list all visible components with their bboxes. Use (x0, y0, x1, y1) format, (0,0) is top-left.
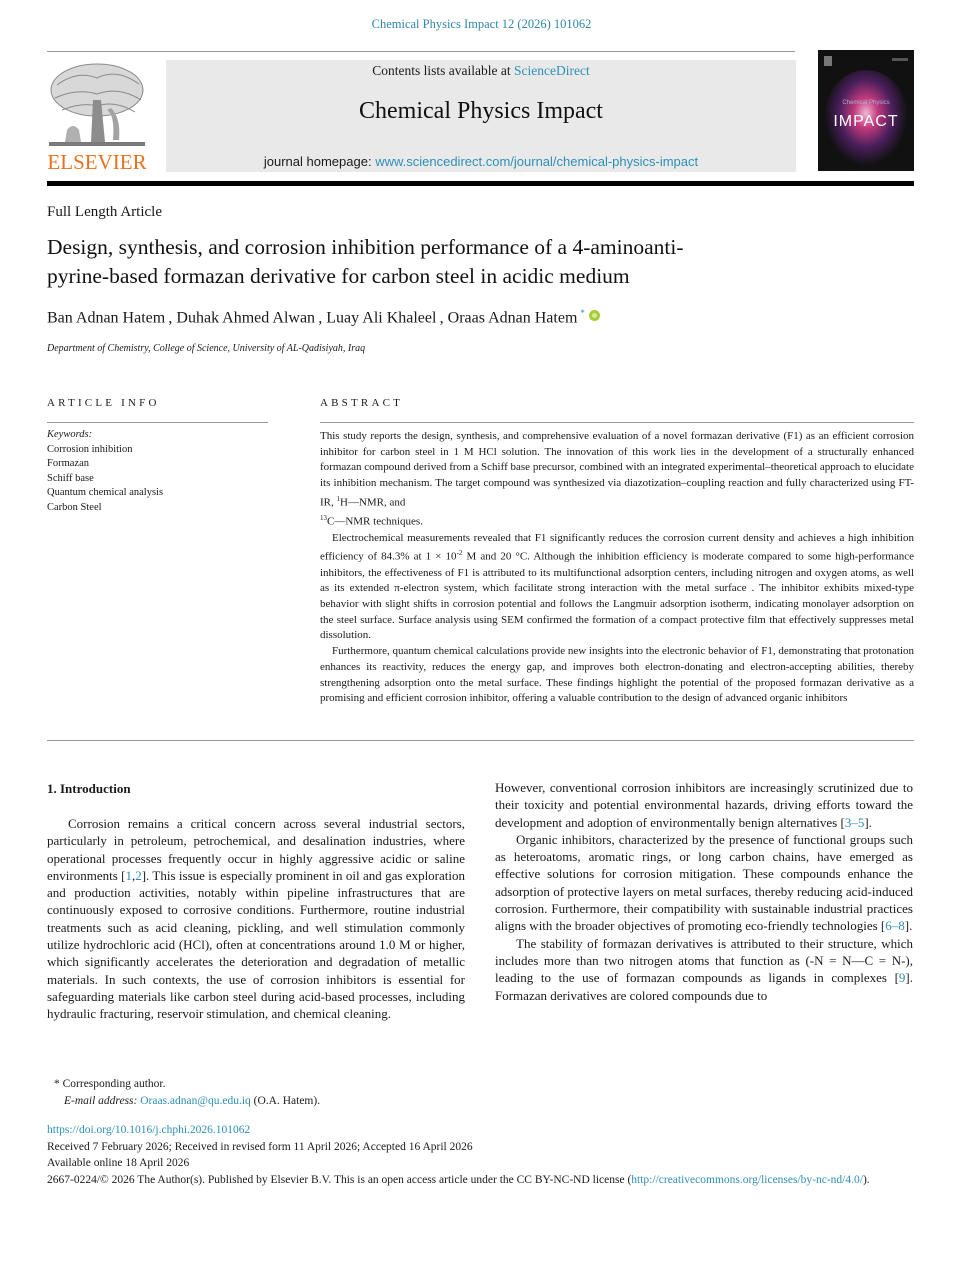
citation-link[interactable]: 9 (898, 970, 906, 986)
cover-subtitle: Chemical Physics (842, 100, 890, 106)
doi-link[interactable]: https://doi.org/10.1016/j.chphi.2026.101062 (47, 1124, 251, 1136)
email-link[interactable]: Oraas.adnan@qu.edu.iq (140, 1094, 251, 1107)
header-top-rule (47, 51, 795, 52)
email-line: E-mail address: Oraas.adnan@qu.edu.iq (O.A. Hatem). (64, 1094, 321, 1107)
section-heading-introduction: 1. Introduction (47, 781, 131, 796)
orcid-icon[interactable] (589, 310, 600, 321)
corresponding-author-mark[interactable]: * (580, 308, 585, 318)
body-column-right (495, 779, 913, 1004)
body-column-left (47, 815, 465, 1023)
article-history: Received 7 February 2026; Received in revised form 11 April 2026; Accepted 16 April 2026 (47, 1140, 473, 1153)
header-thick-rule (47, 181, 914, 186)
journal-homepage: journal homepage: www.sciencedirect.com/journal/chemical-physics-impact (263, 154, 699, 169)
footnotes (54, 1076, 320, 1109)
article-metadata (47, 1122, 917, 1188)
cover-issn-mark (892, 58, 908, 61)
affiliation: Department of Chemistry, College of Science, University of AL-Qadisiyah, Iraq (47, 343, 366, 354)
available-online: Available online 18 April 2026 (47, 1157, 190, 1169)
elsevier-logo[interactable] (43, 60, 151, 176)
cover-title: IMPACT (833, 113, 899, 130)
abstract-rule (320, 422, 914, 423)
article-type: Full Length Article (47, 204, 162, 220)
abstract-end-rule (47, 740, 914, 741)
keyword-item: Corrosion inhibition (47, 443, 133, 455)
journal-homepage-link[interactable]: www.sciencedirect.com/journal/chemical-physics-impact (375, 154, 699, 169)
author-name[interactable]: Luay Ali Khaleel (326, 309, 437, 327)
body-paragraph: The stability of formazan derivatives is attributed to their structure, which includes more than two nitrogen atoms that function as (-N = N—C = N-), leading to the use of formazan compounds as ligands in complexes [9]. Formazan derivatives are colored compounds due to (495, 935, 913, 1003)
article-info-heading: ARTICLE INFO (47, 397, 160, 409)
abstract-heading: ABSTRACT (320, 397, 404, 409)
citation-link[interactable]: 6–8 (885, 918, 905, 934)
journal-banner (166, 60, 796, 172)
cover-publisher-mark (824, 56, 832, 66)
citation-link[interactable]: 1 (125, 867, 132, 883)
abstract-body (320, 429, 914, 707)
keywords-label: Keywords: (47, 429, 93, 440)
author-name[interactable]: Oraas Adnan Hatem (447, 309, 578, 327)
journal-title: Chemical Physics Impact (359, 98, 603, 124)
keyword-item: Formazan (47, 458, 89, 470)
license-line: 2667-0224/© 2026 The Author(s). Published by Elsevier B.V. This is an open access article under the CC BY-NC-ND license (http://creativecommons.org/licenses/by-nc-nd/4.0/). (47, 1173, 870, 1186)
citation-link[interactable]: 2 (135, 867, 142, 883)
elsevier-tree-icon (47, 60, 147, 148)
contents-line: Contents lists available at ScienceDirect (372, 63, 590, 78)
license-link[interactable]: http://creativecommons.org/licenses/by-nc-nd/4.0/ (631, 1173, 863, 1186)
author-name[interactable]: Ban Adnan Hatem (47, 309, 166, 327)
journal-cover-image[interactable] (818, 50, 914, 171)
article-info-rule (47, 422, 268, 423)
corresponding-author-note: * Corresponding author. (54, 1078, 166, 1090)
author-name[interactable]: Duhak Ahmed Alwan (176, 309, 316, 327)
running-head: Chemical Physics Impact 12 (2026) 101062 (371, 17, 592, 31)
abstract-paragraph: Electrochemical measurements revealed that F1 significantly reduces the corrosion current density and achieves a high inhibition efficiency of 84.3% at $1 \times 10^{-2}$ M and 20 °C. Although the inhibition efficiency is moderate compared to some high-performance inhibitors, the effectiveness of F1 is attributed to its multifunctional adsorption centers, including nitrogen and oxygen atoms, as well as its extended π-electron system, which facilitate strong interaction with the metal surface . The inhibitor exhibits mixed-type behavior with slight shifts in corrosion potential and follows the Langmuir adsorption isotherm, indicating monolayer adsorption on the steel surface. Surface analysis using SEM confirmed the formation of a compact protective film that effectively suppresses metal dissolution. (320, 531, 914, 642)
abstract-paragraph: Furthermore, quantum chemical calculations provide new insights into the electronic behavior of F1, demonstrating that protonation enhances its reactivity, reduces the energy gap, and improves both electron-donating and electron-accepting abilities, thereby strengthening adsorption onto the metal surface. These findings highlight the potential of the proposed formazan derivative as a promising and efficient corrosion inhibitor, offering a valuable contribution to the design of advanced organic inhibitors (320, 645, 914, 705)
body-paragraph: However, conventional corrosion inhibitors are increasingly scrutinized due to their toxicity and potential environmental hazards, driving efforts toward the development and adoption of environmentally benign alternatives [3–5]. (495, 780, 913, 830)
sciencedirect-link[interactable]: ScienceDirect (514, 63, 590, 78)
body-paragraph: Corrosion remains a critical concern across several industrial sectors, particularly in petroleum, petrochemical, and desalination industries, where operational processes frequently occur in highly aggressive acidic or saline environments [1,2]. This issue is especially prominent in oil and gas exploration and production activities, notably within pipeline infrastructures that are continuously exposed to corrosive conditions. Furthermore, routine industrial treatments such as acid cleaning, pickling, and well stimulation commonly utilize hydrochloric acid (HCl), often at concentrations around 1.0 M or higher, which significantly accelerates the deterioration and degradation of metallic materials. In such contexts, the use of corrosion inhibitors is essential for safeguarding materials like carbon steel during acid-based processes, including hydraulic fracturing, reservoir stimulation, and chemical cleaning. (47, 816, 466, 1022)
citation-link[interactable]: 3–5 (844, 814, 865, 830)
keywords-list (47, 428, 163, 516)
keyword-item: Schiff base (47, 472, 94, 484)
elsevier-wordmark: ELSEVIER (47, 150, 147, 174)
keyword-item: Carbon Steel (47, 501, 102, 513)
article-title: Design, synthesis, and corrosion inhibition performance of a 4-aminoanti- pyrine-based formazan derivative for carbon steel in acidic medium (47, 235, 684, 288)
body-paragraph: Organic inhibitors, characterized by the presence of functional groups such as heteroatoms, aromatic rings, or long carbon chains, have emerged as effective solutions for corrosion mitigation. These compounds enhance the adsorption of protective layers on metal surfaces, thereby reducing acid-induced corrosion. Furthermore, their compatibility with sustainable industrial practices aligns with the broader objectives of promoting eco-friendly technologies [6–8]. (495, 831, 913, 934)
author-list: Ban Adnan Hatem , Duhak Ahmed Alwan , Luay Ali Khaleel , Oraas Adnan Hatem * (47, 308, 600, 327)
abstract-paragraph: This study reports the design, synthesis, and comprehensive evaluation of a novel formazan derivative (F1) as an efficient corrosion inhibitor for carbon steel in 1 M HCl solution. The innovation of this work lies in the development of a structurally enhanced formazan compound derived from a Schiff base precursor, combined with an integrated experimental–theoretical approach to elucidate its inhibition mechanism. The target compound was synthesized via diazotization–coupling reaction and fully characterized using FT-IR, $^1$H—NMR, and $^{13}$C—NMR techniques. (320, 430, 914, 528)
keyword-item: Quantum chemical analysis (47, 487, 164, 499)
